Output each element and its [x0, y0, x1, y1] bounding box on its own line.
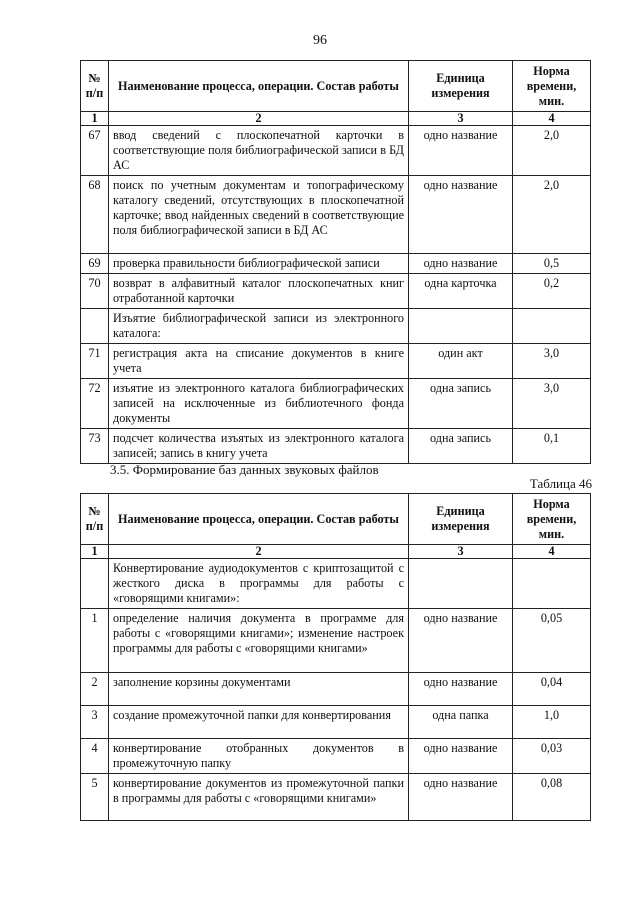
table-row	[81, 739, 591, 774]
column-index: 2	[109, 112, 409, 126]
row-number	[81, 309, 109, 344]
row-number: 70	[81, 274, 109, 309]
row-unit: одно название	[409, 774, 513, 821]
row-number: 71	[81, 344, 109, 379]
row-operation: заполнение корзины документами	[109, 673, 409, 706]
table-row	[81, 274, 591, 309]
row-unit: одно название	[409, 609, 513, 673]
header-name: Наименование процесса, операции. Состав работы	[109, 61, 409, 112]
column-index: 3	[409, 545, 513, 559]
row-norm: 1,0	[513, 706, 591, 739]
table-header-row	[81, 494, 591, 545]
table-row	[81, 379, 591, 429]
table-row	[81, 706, 591, 739]
row-operation: определение наличия документа в программе для работы с «говорящими книгами»; изменение настроек программы для работы с «говорящими книгами»	[109, 609, 409, 673]
section-title: 3.5. Формирование баз данных звуковых файлов	[110, 462, 379, 477]
row-unit: одно название	[409, 176, 513, 254]
column-index: 2	[109, 545, 409, 559]
column-index: 4	[513, 112, 591, 126]
row-number: 1	[81, 609, 109, 673]
row-norm: 0,03	[513, 739, 591, 774]
row-unit	[409, 309, 513, 344]
row-operation: возврат в алфавитный каталог плоскопечатных книг отработанной карточки	[109, 274, 409, 309]
row-norm: 0,05	[513, 609, 591, 673]
page-number: 96	[313, 33, 327, 48]
row-norm: 0,1	[513, 429, 591, 464]
column-index: 1	[81, 545, 109, 559]
row-norm: 0,04	[513, 673, 591, 706]
header-num: № п/п	[81, 61, 109, 112]
row-norm	[513, 309, 591, 344]
column-index-row	[81, 112, 591, 126]
header-norm: Норма времени, мин.	[513, 61, 591, 112]
header-unit: Единица измерения	[409, 494, 513, 545]
row-number	[81, 559, 109, 609]
row-operation: Изъятие библиографической записи из электронного каталога:	[109, 309, 409, 344]
table-row	[81, 344, 591, 379]
column-index: 4	[513, 545, 591, 559]
row-number: 73	[81, 429, 109, 464]
table-caption: Таблица 46	[529, 476, 592, 491]
row-operation: ввод сведений с плоскопечатной карточки в соответствующие поля библиографической записи в БД АС	[109, 126, 409, 176]
table-row	[81, 126, 591, 176]
row-norm: 0,5	[513, 254, 591, 274]
table-header-row	[81, 61, 591, 112]
norms-table-1	[80, 60, 591, 464]
row-unit: один акт	[409, 344, 513, 379]
norms-table-2	[80, 493, 591, 821]
table-row	[81, 774, 591, 821]
row-norm: 0,2	[513, 274, 591, 309]
row-number: 67	[81, 126, 109, 176]
row-unit: одна запись	[409, 379, 513, 429]
column-index-row	[81, 545, 591, 559]
row-norm: 3,0	[513, 344, 591, 379]
row-operation: Конвертирование аудиодокументов с криптозащитой с жесткого диска в программы для работы с «говорящими книгами»:	[109, 559, 409, 609]
column-index: 1	[81, 112, 109, 126]
row-operation: подсчет количества изъятых из электронного каталога записей; запись в книгу учета	[109, 429, 409, 464]
row-norm: 0,08	[513, 774, 591, 821]
row-operation: регистрация акта на списание документов в книге учета	[109, 344, 409, 379]
table-row	[81, 559, 591, 609]
table-row	[81, 176, 591, 254]
row-operation: создание промежуточной папки для конвертирования	[109, 706, 409, 739]
row-operation: конвертирование документов из промежуточной папки в программы для работы с «говорящими книгами»	[109, 774, 409, 821]
row-unit: одна карточка	[409, 274, 513, 309]
header-norm: Норма времени, мин.	[513, 494, 591, 545]
row-unit: одно название	[409, 673, 513, 706]
column-index: 3	[409, 112, 513, 126]
row-unit: одна папка	[409, 706, 513, 739]
row-number: 69	[81, 254, 109, 274]
header-name: Наименование процесса, операции. Состав работы	[109, 494, 409, 545]
row-number: 2	[81, 673, 109, 706]
table-row	[81, 673, 591, 706]
table-row	[81, 609, 591, 673]
row-operation: изъятие из электронного каталога библиографических записей на исключенные из библиотечного фонда документы	[109, 379, 409, 429]
header-unit: Единица измерения	[409, 61, 513, 112]
row-norm: 3,0	[513, 379, 591, 429]
table-row	[81, 254, 591, 274]
row-number: 5	[81, 774, 109, 821]
table-row	[81, 309, 591, 344]
row-unit: одно название	[409, 126, 513, 176]
row-unit	[409, 559, 513, 609]
row-number: 4	[81, 739, 109, 774]
table-row	[81, 429, 591, 464]
row-operation: поиск по учетным документам и топографическому каталогу сведений, отсутствующих в плоскопечатной карточке; ввод найденных сведений в соответствующие поля библиографической записи в БД АС	[109, 176, 409, 254]
row-number: 72	[81, 379, 109, 429]
row-norm: 2,0	[513, 176, 591, 254]
header-num: № п/п	[81, 494, 109, 545]
row-number: 68	[81, 176, 109, 254]
row-norm: 2,0	[513, 126, 591, 176]
row-number: 3	[81, 706, 109, 739]
row-norm	[513, 559, 591, 609]
row-unit: одна запись	[409, 429, 513, 464]
row-unit: одно название	[409, 254, 513, 274]
row-unit: одно название	[409, 739, 513, 774]
row-operation: проверка правильности библиографической записи	[109, 254, 409, 274]
row-operation: конвертирование отобранных документов в промежуточную папку	[109, 739, 409, 774]
